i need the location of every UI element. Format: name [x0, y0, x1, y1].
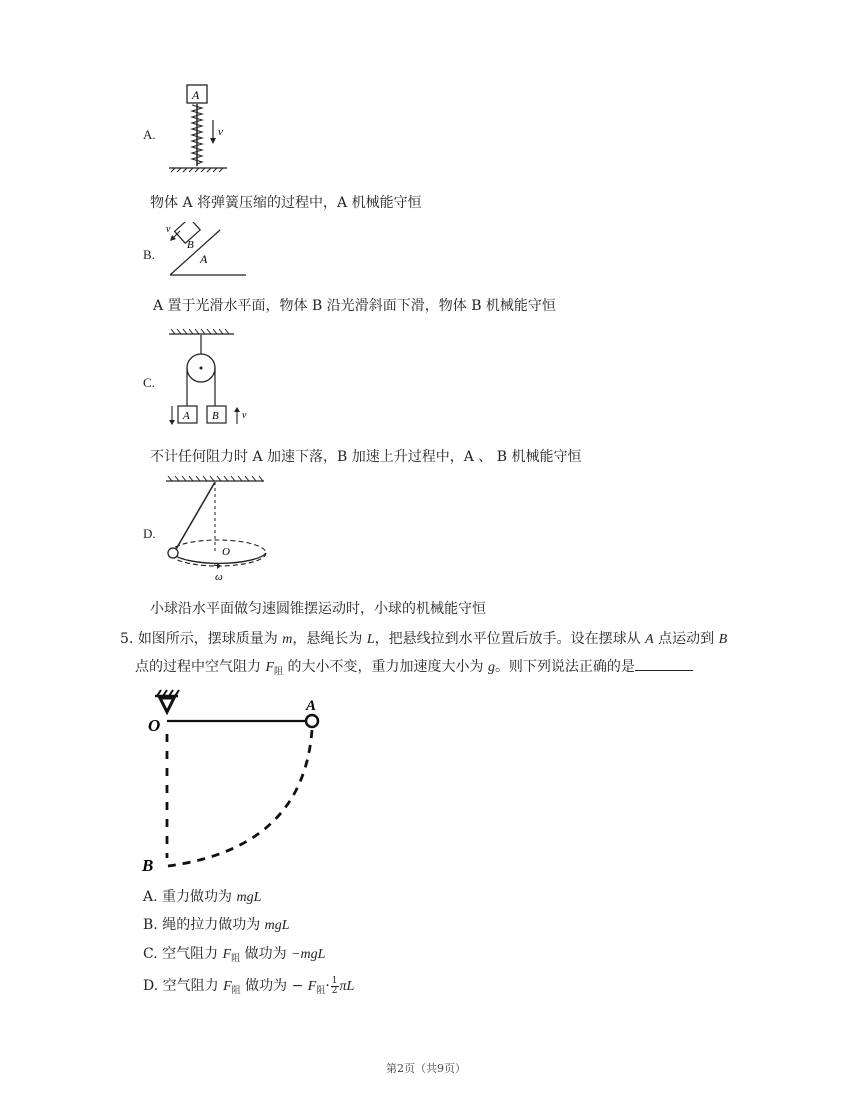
- var-m: m: [282, 632, 293, 647]
- q5-option-a[interactable]: [143, 886, 261, 906]
- q5-text: 。则下列说法正确的是: [494, 659, 635, 675]
- fraction-numerator: 1: [331, 975, 338, 986]
- pulley-right-label: B: [212, 410, 219, 422]
- var-f: F: [222, 947, 232, 962]
- option-text: 做功为: [240, 978, 292, 994]
- q5-text: 点运动到: [653, 631, 719, 647]
- option-c-label: C.: [143, 375, 155, 390]
- q5-pendulum-figure: [138, 688, 328, 880]
- option-a-caption: 物体 A 将弹簧压缩的过程中，A 机械能守恒: [150, 195, 422, 211]
- q5-text: 如图所示，摆球质量为: [137, 631, 283, 647]
- q5-option-b[interactable]: [143, 914, 290, 934]
- var-g: g: [487, 660, 495, 675]
- pulley-figure: [164, 326, 260, 430]
- option-c-caption: 不计任何阻力时 A 加速下落，B 加速上升过程中，A 、 B 机械能守恒: [150, 449, 582, 465]
- fraction-denominator: 2: [331, 985, 338, 996]
- option-b-caption: A 置于光滑水平面，物体 B 沿光滑斜面下滑，物体 B 机械能守恒: [153, 298, 556, 314]
- incline-velocity-label: v: [166, 224, 171, 235]
- pulley-velocity-label: v: [242, 410, 247, 421]
- var-f-sub: 阻: [274, 667, 284, 677]
- var-f-sub: 阻: [231, 986, 241, 996]
- var-f: F: [265, 660, 275, 675]
- fraction: [331, 977, 339, 996]
- option-text: 做功为: [240, 946, 292, 962]
- option-math: mgL: [264, 918, 290, 933]
- option-text: 空气阻力: [162, 946, 223, 962]
- incline-block-label: B: [187, 239, 194, 251]
- var-f: F: [223, 979, 232, 994]
- q5-text: 的大小不变，重力加速度大小为: [283, 659, 488, 675]
- var-f: F: [307, 979, 317, 994]
- pulley-left-label: A: [183, 410, 190, 422]
- option-math: mgL: [236, 890, 262, 905]
- var-f-sub: 阻: [316, 986, 326, 996]
- var-b: B: [718, 632, 728, 647]
- option-text: 重力做功为: [162, 889, 237, 905]
- question-5-line-2: [135, 656, 693, 677]
- option-label: A.: [143, 889, 158, 905]
- spring-velocity-label: v: [218, 126, 223, 138]
- option-math: −mgL: [291, 947, 326, 962]
- page-footer: 第2页（共9页）: [386, 1062, 466, 1075]
- option-label: D.: [143, 978, 159, 994]
- option-b-label: B.: [143, 247, 155, 262]
- question-5-line-1: [120, 628, 727, 648]
- spring-figure: [165, 80, 245, 180]
- option-label: C.: [143, 946, 158, 962]
- option-d-label: D.: [143, 526, 156, 541]
- q5-text: 点的过程中空气阻力: [135, 659, 266, 675]
- dot-operator: ·: [325, 978, 330, 994]
- pendulum-center-label: O: [222, 546, 230, 558]
- conical-pendulum-figure: [160, 473, 275, 585]
- option-text: 空气阻力: [162, 978, 224, 994]
- q5-pivot-label: O: [148, 716, 161, 735]
- option-label: B.: [143, 917, 158, 933]
- question-number: 5.: [120, 631, 134, 647]
- option-d-caption: 小球沿水平面做匀速圆锥摆运动时，小球的机械能守恒: [150, 601, 486, 617]
- spring-block-label: A: [192, 88, 200, 102]
- option-a-label: A.: [143, 127, 156, 142]
- q5-option-d[interactable]: [143, 975, 354, 996]
- var-f-sub: 阻: [231, 954, 241, 964]
- incline-base-label: A: [200, 252, 208, 266]
- q5-text: ，把悬线拉到水平位置后放手。设在摆球从: [374, 631, 646, 647]
- incline-figure: [162, 222, 252, 284]
- q5-point-a-label: A: [306, 698, 317, 714]
- answer-blank[interactable]: [635, 658, 693, 671]
- option-math: πL: [339, 979, 355, 994]
- option-text: 绳的拉力做功为: [162, 917, 265, 933]
- var-l: L: [366, 632, 375, 647]
- pendulum-omega-label: ω: [215, 571, 223, 583]
- q5-point-b-label: B: [142, 856, 154, 875]
- q5-text: ，悬绳长为: [292, 631, 367, 647]
- minus-sign: −: [291, 978, 308, 994]
- q5-option-c[interactable]: [143, 943, 325, 964]
- var-a: A: [645, 632, 654, 647]
